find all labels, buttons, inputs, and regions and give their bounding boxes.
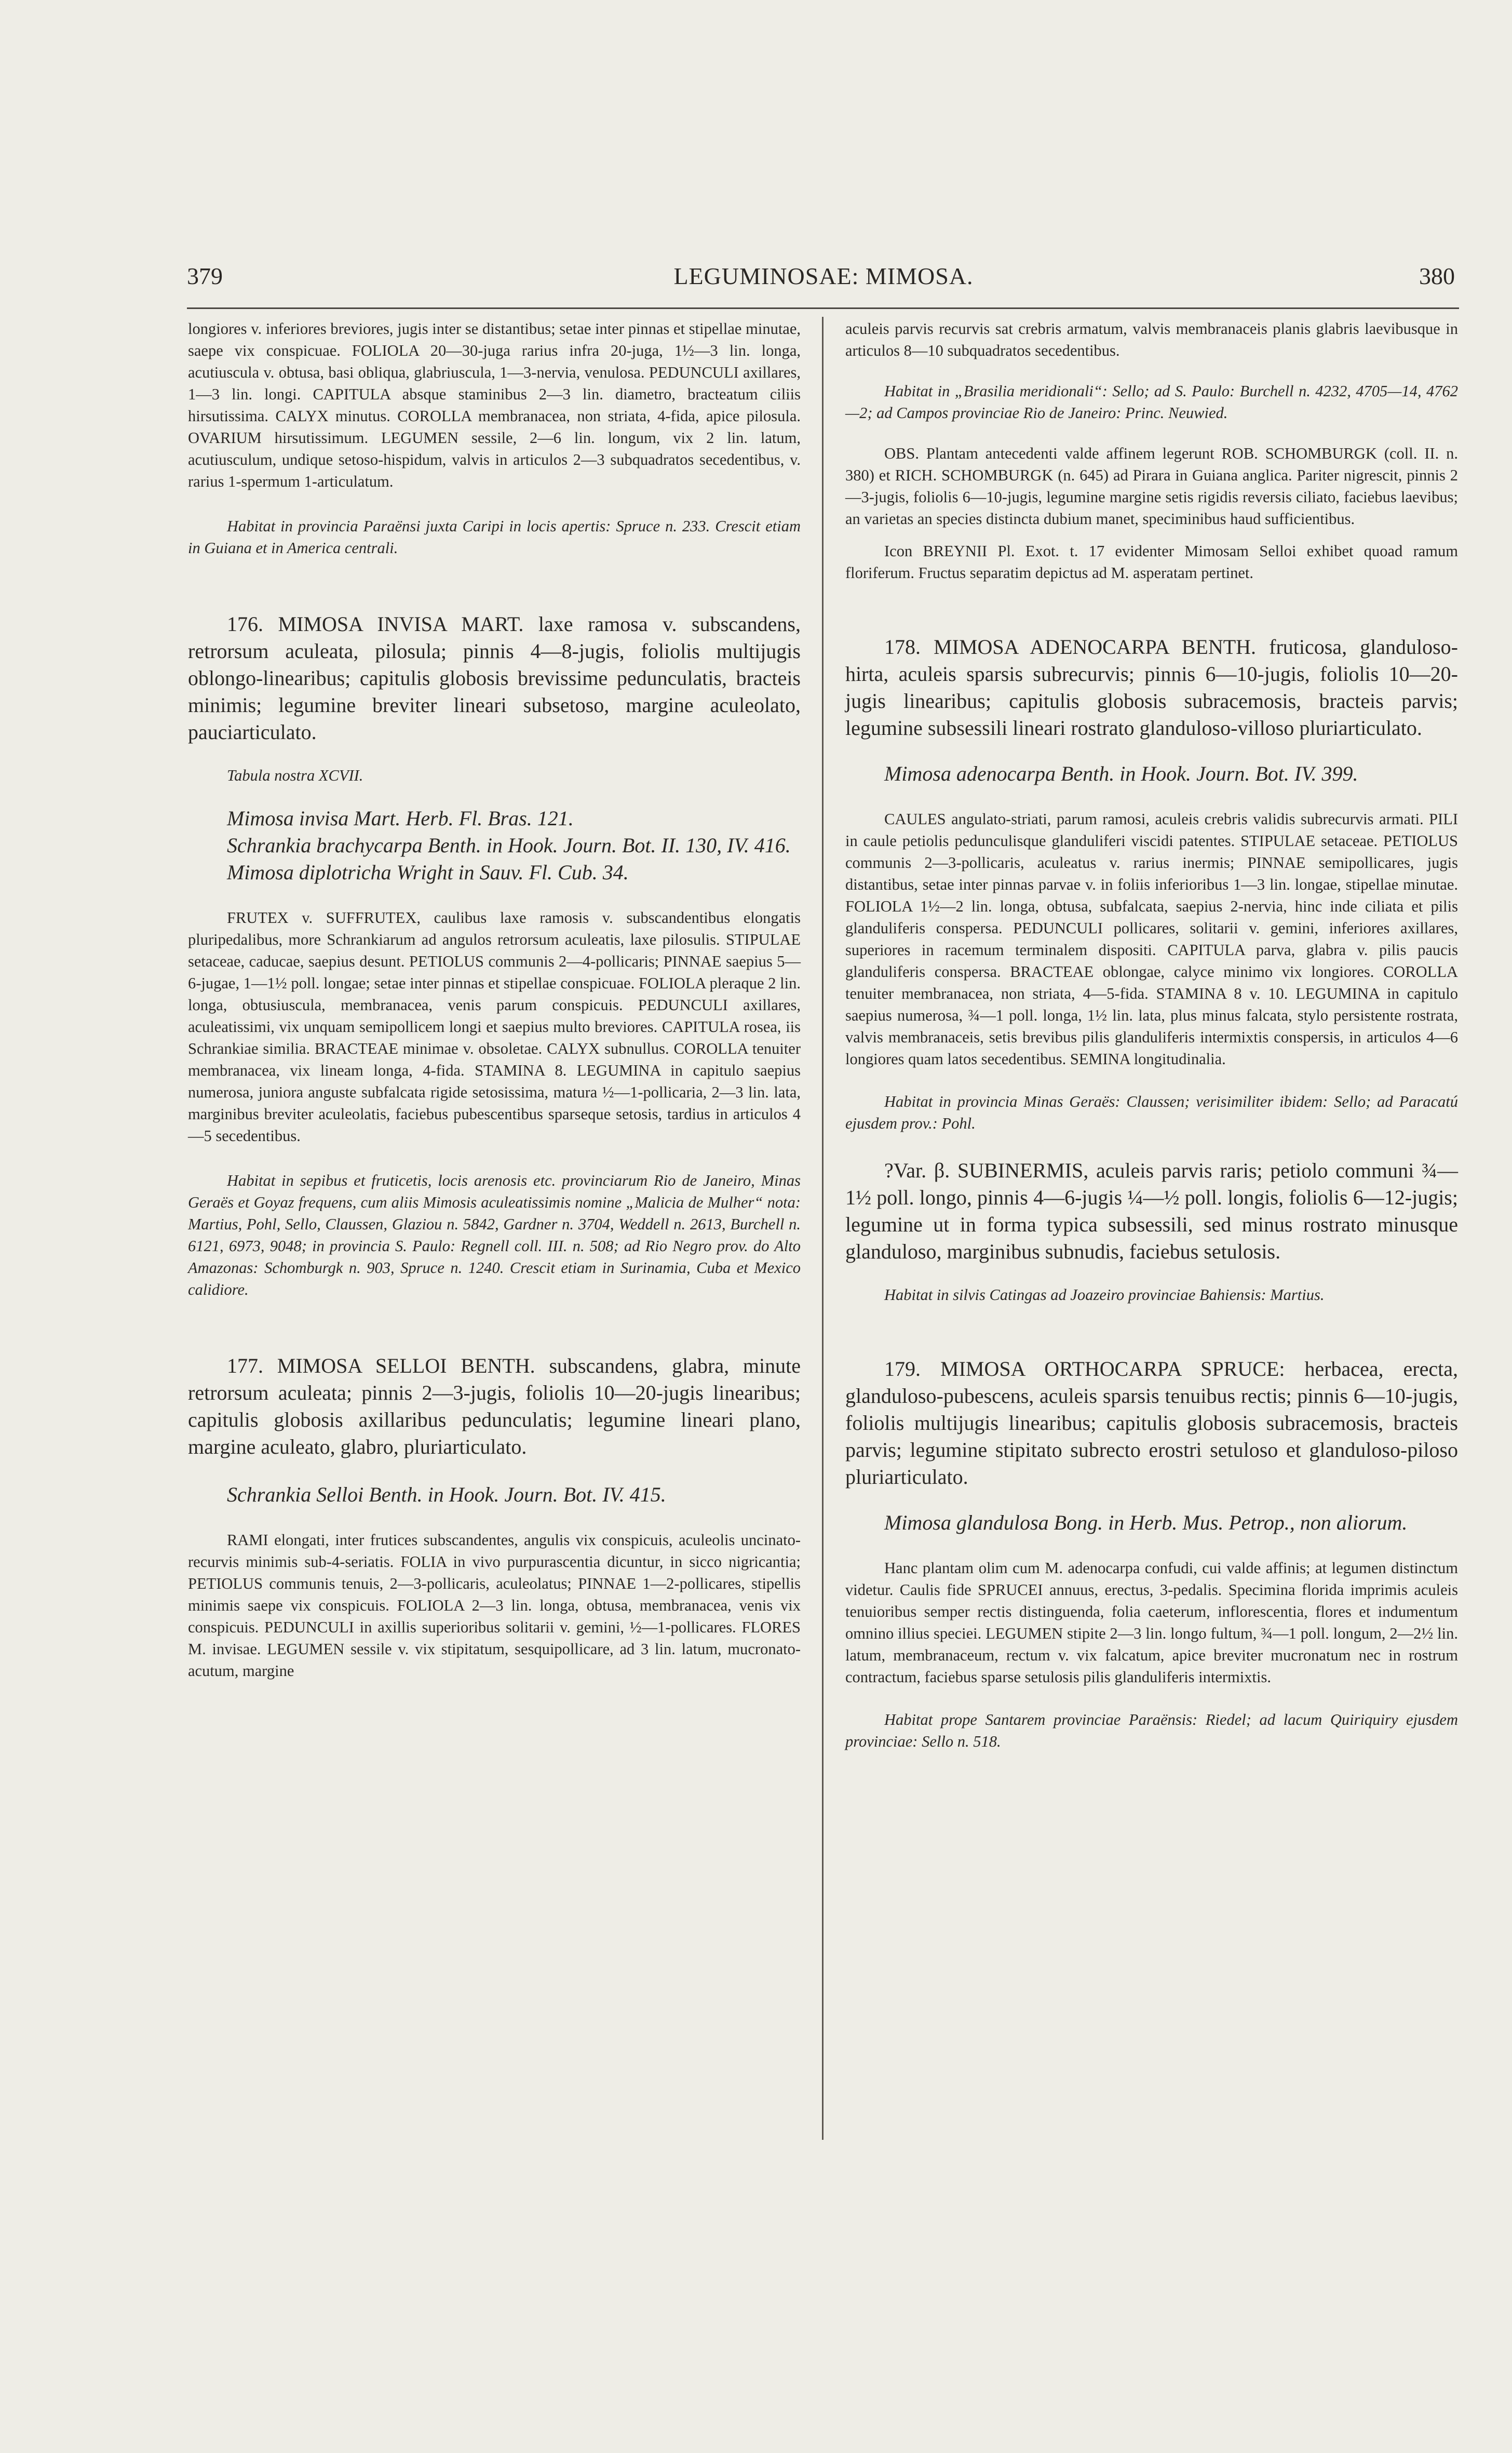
species-177-diagnosis: 177. MIMOSA SELLOI BENTH. subscandens, glabra, minute retrorsum aculeata; pinnis 2—3-jugis, foliolis 10—20-jugis linearibus; capitulis globosis axillaribus pedunculatis; legumine lineari plano, margine aculeato, glabro, pluriarticulato.	[188, 1354, 801, 1458]
header-rule	[187, 307, 1459, 309]
left-column	[188, 318, 801, 1682]
species-179-synonym: Mimosa glandulosa Bong. in Herb. Mus. Petrop., non aliorum.	[884, 1511, 1408, 1534]
continuation-paragraph: longiores v. inferiores breviores, jugis inter se distantibus; setae inter pinnas et stipellae minutae, saepe vix conspicuae. FOLIOLA 20—30-juga rarius infra 20-juga, 1½—3 lin. longa, acutiuscula v. obtusa, basi obliqua, glabriuscula, 1—3-nervia, venulosa. PEDUNCULI axillares, 1—3 lin. longi. CAPITULA absque staminibus 2—3 lin. diametro, bracteatum ciliis hirsutissima. CALYX minutus. COROLLA membranacea, non striata, 4-fida, apice pilosula. OVARIUM hirsutissimum. LEGUMEN sessile, 2—6 lin. longum, vix 2 lin. latum, acutiusculum, undique setoso-hispidum, valvis in articulos 2—3 subquadratos secedentibus, v. rarius 1-spermum 1-articulatum.	[188, 320, 801, 490]
running-title: LEGUMINOSAE: MIMOSA.	[673, 263, 974, 289]
column-divider	[822, 317, 824, 2140]
species-178-variety: ?Var. β. SUBINERMIS, aculeis parvis raris; petiolo communi ¾—1½ poll. longo, pinnis 4—6-jugis ¼—½ poll. longis, foliolis 6—12-jugis; legumine ut in forma typica subsessili, sed minus rostrato minusque glanduloso, marginibus subnudis, faciebus setulosis.	[845, 1159, 1458, 1263]
species-176-description: FRUTEX v. SUFFRUTEX, caulibus laxe ramosis v. subscandentibus elongatis pluripedalibus, more Schrankiarum ad angulos retrorsum aculeatis, laxe pilosulis. STIPULAE setaceae, caducae, saepius desunt. PETIOLUS communis 2—4-pollicaris; PINNAE saepius 5—6-jugae, 1—1½ poll. longae; setae inter pinnas et stipellae conspicuae. FOLIOLA pleraque 2 lin. longa, obtusiuscula, membranacea, venis parum conspicuis. PEDUNCULI axillares, aculeatissimi, vix unquam semipollicem longi et saepius multo breviores. CAPITULA rosea, iis Schrankiae similia. BRACTEAE minimae v. obsoletae. CALYX subnullus. COROLLA tenuiter membranacea, vix lineam longa, 4-fida. STAMINA 8. LEGUMINA in capitulo saepius numerosa, juniora anguste subfalcata rigide setosissima, matura ½—1-pollicaria, 2—3 lin. lata, marginibus breviter aculeolatis, faciebus pubescentibus sparseque setosis, tardius in articulos 4—5 secedentibus.	[188, 909, 801, 1145]
species-176-plate: Tabula nostra XCVII.	[227, 767, 363, 784]
species-177-description-cont: aculeis parvis recurvis sat crebris armatum, valvis membranaceis planis glabris laevibusque in articulos 8—10 subquadratos secedentibus.	[845, 320, 1458, 359]
species-176-synonym-3: Mimosa diplotricha Wright in Sauv. Fl. Cub. 34.	[227, 861, 629, 884]
page-number-right: 380	[1419, 263, 1455, 289]
species-177-icon-note: Icon BREYNII Pl. Exot. t. 17 evidenter Mimosam Selloi exhibet quoad ramum floriferum. Fructus separatim depictus ad M. asperatam pertinet.	[845, 542, 1458, 582]
habitat-175: Habitat in provincia Paraënsi juxta Caripi in locis apertis: Spruce n. 233. Crescit etiam in Guiana et in America centrali.	[188, 517, 801, 557]
species-177-habitat: Habitat in „Brasilia meridionali“: Sello; ad S. Paulo: Burchell n. 4232, 4705—14, 4762—2; ad Campos provinciae Rio de Janeiro: Princ. Neuwied.	[845, 382, 1458, 422]
species-178-description: CAULES angulato-striati, parum ramosi, aculeis crebris validis subrecurvis armati. PILI in caule petiolis pedunculisque glanduliferi viscidi patentes. STIPULAE setaceae. PETIOLUS communis 2—3-pollicaris, aculeatus v. rarius inermis; PINNAE semipollicares, jugis distantibus, setae inter pinnas parvae v. in foliis inferioribus 1—3 lin. longae, stipellae minutae. FOLIOLA 1½—2 lin. longa, obtusa, subfalcata, saepius 2-nervia, hinc inde ciliata et pilis glanduliferis conspersa. PEDUNCULI pollicares, solitarii v. gemini, inferiores axillares, superiores in racemum terminalem dispositi. CAPITULA parva, glabra v. pilis paucis glanduliferis conspersa. BRACTEAE oblongae, calyce minimo vix longiores. COROLLA tenuiter membranacea, non striata, 4—5-fida. STAMINA 8 v. 10. LEGUMINA in capitulo saepius numerosa, ¾—1 poll. longa, 1½ lin. lata, plus minus falcata, stylo persistente rostrata, valvis membranaceis, setis brevibus pilis glanduliferis intermixtis conspersis, in articulos 4—6 longiores quam latos secedentibus. SEMINA longitudinalia.	[845, 810, 1458, 1068]
species-178-diagnosis: 178. MIMOSA ADENOCARPA BENTH. fruticosa, glanduloso-hirta, aculeis sparsis subrecurvis; pinnis 6—10-jugis, foliolis 10—20-jugis linearibus; capitulis globosis subracemosis, bracteis parvis; legumine subsessili lineari rostrato glanduloso-villoso pluriarticulato.	[845, 635, 1458, 740]
running-header	[187, 262, 1460, 299]
species-179-diagnosis: 179. MIMOSA ORTHOCARPA SPRUCE: herbacea, erecta, glanduloso-pubescens, aculeis sparsis tenuibus rectis; pinnis 6—10-jugis, foliolis multijugis linearibus; capitulis globosis subracemosis, bracteis parvis; legumine stipitato subrecto erostri setuloso et glanduloso-piloso pluriarticulato.	[845, 1357, 1458, 1489]
species-177-synonym: Schrankia Selloi Benth. in Hook. Journ. Bot. IV. 415.	[227, 1483, 666, 1506]
species-176-synonym-2: Schrankia brachycarpa Benth. in Hook. Journ. Bot. II. 130, IV. 416.	[227, 834, 791, 857]
species-179-habitat: Habitat prope Santarem provinciae Paraënsis: Riedel; ad lacum Quiriquiry ejusdem provinciae: Sello n. 518.	[845, 1711, 1458, 1750]
species-176-habitat: Habitat in sepibus et fruticetis, locis arenosis etc. provinciarum Rio de Janeiro, Minas Geraës et Goyaz frequens, cum aliis Mimosis aculeatissimis nomine „Malicia de Mulher“ nota: Martius, Pohl, Sello, Claussen, Glaziou n. 5842, Gardner n. 3704, Weddell n. 2613, Burchell n. 6121, 6973, 9048; in provincia S. Paulo: Regnell coll. III. n. 508; ad Rio Negro prov. do Alto Amazonas: Schomburgk n. 903, Spruce n. 1240. Crescit etiam in Surinamia, Cuba et Mexico calidiore.	[188, 1172, 801, 1298]
species-178-synonym: Mimosa adenocarpa Benth. in Hook. Journ. Bot. IV. 399.	[884, 762, 1358, 785]
species-177-observation: OBS. Plantam antecedenti valde affinem legerunt ROB. SCHOMBURGK (coll. II. n. 380) et RICH. SCHOMBURGK (n. 645) ad Pirara in Guiana anglica. Pariter nigrescit, pinnis 2—3-jugis, foliolis 6—10-jugis, legumine margine setis rigidis reversis ciliato, faciebus laevibus; an varietas an species distincta dubium manet, speciminibus haud sufficientibus.	[845, 445, 1458, 528]
species-178-variety-habitat: Habitat in silvis Catingas ad Joazeiro provinciae Bahiensis: Martius.	[884, 1286, 1325, 1304]
page-number-left: 379	[187, 263, 223, 289]
species-179-description: Hanc plantam olim cum M. adenocarpa confudi, cui valde affinis; at legumen distinctum videtur. Caulis fide SPRUCEI annuus, erectus, 3-pedalis. Specimina florida imprimis aculeis tenuioribus semper rectis distinguenda, folia caeterum, inflorescentia, flores et indumentum omnino illius speciei. LEGUMEN stipite 2—3 lin. longo fultum, ¾—1 poll. longum, 2—2½ lin. latum, membranaceum, rectum v. vix falcatum, apice breviter mucronatum nec in rostrum contractum, faciebus sparse setulosis pilis glanduliferis intermixtis.	[845, 1559, 1458, 1686]
species-177-description: RAMI elongati, inter frutices subscandentes, angulis vix conspicuis, aculeolis uncinato-recurvis minimis sub-4-seriatis. FOLIA in vivo purpurascentia dicuntur, in sicco nigricantia; PETIOLUS communis tenuis, 2—3-pollicaris, aculeolatus; PINNAE 1—2-pollicares, stipellis minimis saepe vix conspicuis. FOLIOLA 2—3 lin. longa, obtusa, membranacea, venis vix conspicuis. PEDUNCULI in axillis superioribus solitarii v. gemini, ½—1-pollicares. FLORES M. invisae. LEGUMEN sessile v. vix stipitatum, sesquipollicare, ad 3 lin. latum, mucronato-acutum, margine	[188, 1531, 801, 1680]
species-176-diagnosis: 176. MIMOSA INVISA MART. laxe ramosa v. subscandens, retrorsum aculeata, pilosula; pinnis 4—8-jugis, foliolis multijugis oblongo-linearibus; capitulis globosis brevissime pedunculatis, bracteis minimis; legumine breviter lineari subsetoso, margine aculeolato, pauciarticulato.	[188, 612, 801, 744]
right-column	[845, 318, 1458, 1752]
species-176-synonym-1: Mimosa invisa Mart. Herb. Fl. Bras. 121.	[227, 807, 574, 830]
species-178-habitat: Habitat in provincia Minas Geraës: Claussen; verisimiliter ibidem: Sello; ad Paracatú ejusdem prov.: Pohl.	[845, 1093, 1458, 1132]
